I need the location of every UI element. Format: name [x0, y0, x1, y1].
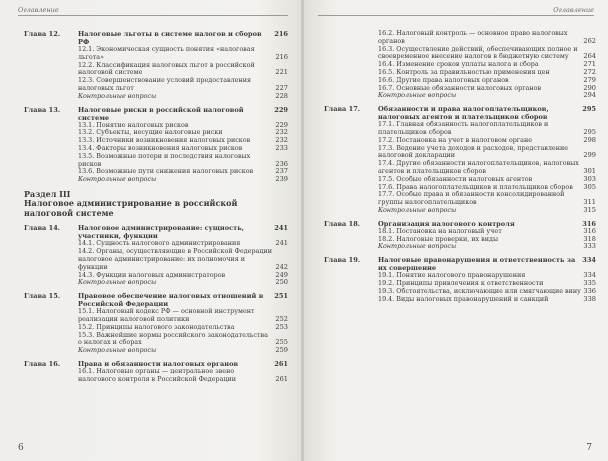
- toc-entry: [378, 30, 596, 46]
- chapter-group: [24, 224, 288, 383]
- page-ref: 232: [275, 136, 288, 145]
- entry-text: Контрольные вопросы: [378, 242, 457, 251]
- running-head: Оглавление: [18, 6, 59, 14]
- entry-text: 17.3. Ведение учета доходов и расходов, представление налоговой декларации: [378, 143, 569, 160]
- entry-text: 17.5. Особые обязанности налоговых агентов: [378, 174, 533, 183]
- entry-text: 16.4. Изменение сроков уплаты налога и сбора: [378, 60, 539, 69]
- entry-text: 13.1. Понятие налоговых рисков: [78, 120, 189, 129]
- chapter-heading: [324, 105, 596, 121]
- entry-text: 14.3. Функции налоговых администраторов: [78, 270, 226, 279]
- page-ref: 301: [583, 166, 596, 175]
- entry-text: 17.7. Особые права и обязанности консолидированной группы налогоплательщиков: [378, 190, 565, 207]
- section-heading: [24, 190, 288, 219]
- toc-entry: [78, 46, 288, 62]
- chapter-heading: [24, 106, 288, 122]
- toc-entry: [78, 368, 288, 384]
- chapter-number: Глава 18.: [324, 219, 361, 228]
- right-page: [304, 0, 608, 461]
- page-ref: 239: [275, 175, 288, 184]
- review-questions-entry: [78, 176, 288, 184]
- toc-chapter: [24, 106, 288, 184]
- chapter-title: Обязанности и права налогоплательщиков, налоговых агентов и плательщиков сборов: [378, 105, 549, 122]
- chapter-number: Глава 14.: [24, 224, 61, 233]
- page-ref: 311: [583, 198, 596, 207]
- page-ref: 229: [274, 105, 288, 114]
- page-ref: 294: [583, 91, 596, 100]
- page-number: 6: [18, 443, 24, 453]
- entry-text: 15.2. Принципы налогового законодательства: [78, 322, 235, 331]
- chapter-group: [24, 30, 288, 184]
- page-ref: 241: [274, 224, 288, 233]
- toc-entry: [78, 153, 288, 169]
- toc-entry: [78, 308, 288, 324]
- toc-chapter: [324, 256, 596, 303]
- toc-entry: [78, 332, 288, 348]
- entry-text: 16.3. Осуществление действий, обеспечивающих полное и своевременное внесение налогов в бюджетную систему: [378, 44, 578, 61]
- page-ref: 299: [583, 151, 596, 160]
- chapter-number: Глава 17.: [324, 105, 361, 114]
- entry-list: [78, 46, 288, 101]
- chapter-number: Глава 15.: [24, 292, 61, 301]
- entry-text: Контрольные вопросы: [378, 205, 457, 214]
- page-ref: 241: [275, 239, 288, 248]
- entry-text: 15.3. Важнейшие нормы российского законодательства о налогах и сборах: [78, 330, 268, 347]
- page-ref: 264: [583, 52, 596, 61]
- toc-chapter: [324, 105, 596, 215]
- entry-text: Контрольные вопросы: [78, 278, 157, 287]
- toc-chapter: [24, 30, 288, 101]
- entry-text: 13.4. Факторы возникновения налоговых рисков: [78, 143, 243, 152]
- entry-text: 12.3. Совершенствование условий предоставления налоговых льгот: [78, 76, 252, 92]
- entry-text: 14.1. Сущность налогового администрирования: [78, 239, 241, 248]
- page-ref: 216: [275, 52, 288, 61]
- toc-chapter: [324, 220, 596, 251]
- entry-list: [378, 30, 596, 100]
- page-ref: 295: [582, 105, 596, 114]
- entry-text: 14.2. Органы, осуществляющие в Российской Федерации налоговое администрирование: их полномочия и функции: [78, 247, 272, 271]
- chapter-number: Глава 12.: [24, 30, 61, 38]
- entry-list: [78, 122, 288, 184]
- page-ref: 232: [275, 128, 288, 137]
- toc-entry: [78, 248, 288, 271]
- entry-text: 15.1. Налоговый кодекс РФ — основной инструмент реализации налоговой политики: [78, 307, 255, 324]
- entry-list: [78, 368, 288, 384]
- page-ref: 255: [275, 338, 288, 347]
- page-ref: 279: [583, 75, 596, 84]
- page-ref: 262: [583, 36, 596, 45]
- entry-text: 16.6. Другие права налоговых органов: [378, 75, 509, 84]
- toc-entry: [78, 62, 288, 78]
- page-ref: 316: [582, 219, 596, 228]
- entry-text: 19.3. Обстоятельства, исключающие или смягчающие вину: [378, 286, 581, 295]
- page-ref: 249: [275, 270, 288, 279]
- page-ref: 305: [583, 182, 596, 191]
- chapter-number: Глава 19.: [324, 256, 361, 265]
- entry-text: 17.1. Главная обязанность налогоплательщиков и плательщиков сборов: [378, 120, 549, 136]
- page-ref: 253: [275, 322, 288, 331]
- chapter-group: [324, 30, 596, 303]
- toc-entry: [378, 46, 596, 62]
- entry-text: Контрольные вопросы: [378, 91, 457, 100]
- page-ref: 335: [583, 278, 596, 287]
- page-ref: 318: [583, 234, 596, 243]
- chapter-heading: [24, 30, 288, 46]
- page-ref: 261: [274, 360, 288, 369]
- chapter-title: Налоговые правонарушения и ответственность за их совершение: [378, 256, 576, 273]
- toc-chapter: [24, 292, 288, 355]
- chapter-heading: [324, 256, 596, 272]
- entry-text: 18.1. Постановка на налоговый учет: [378, 226, 502, 235]
- page-ref: 315: [583, 205, 596, 214]
- toc-entry: [378, 145, 596, 161]
- page-ref: 303: [583, 174, 596, 183]
- entry-text: 16.1. Налоговые органы — центральное звено налогового контроля в Российской Федерации: [78, 367, 237, 383]
- review-questions-entry: [78, 93, 288, 101]
- toc-entry: [378, 191, 596, 207]
- entry-text: 16.5. Контроль за правильностью применения цен: [378, 67, 550, 76]
- page-ref: 333: [583, 242, 596, 251]
- entry-text: 16.7. Основные обязанности налоговых органов: [378, 83, 542, 92]
- page-ref: 338: [583, 294, 596, 303]
- page-ref: 290: [583, 83, 596, 92]
- page-ref: 229: [275, 120, 288, 129]
- page-ref: 295: [583, 127, 596, 136]
- page-ref: 242: [275, 262, 288, 271]
- toc-entry: [378, 160, 596, 176]
- entry-text: 17.6. Права налогоплательщиков и плательщиков сборов: [378, 182, 573, 191]
- entry-text: Контрольные вопросы: [78, 346, 157, 355]
- page-ref: 298: [583, 135, 596, 144]
- entry-text: 19.2. Принципы привлечения к ответственности: [378, 278, 544, 287]
- page-ref: 334: [583, 271, 596, 280]
- entry-text: 13.2. Субъекты, несущие налоговые риски: [78, 128, 223, 137]
- toc-entry: [78, 77, 288, 93]
- entry-text: 17.2. Постановка на учет в налоговом органе: [378, 135, 532, 144]
- header-rule: [318, 15, 594, 16]
- entry-text: 13.3. Источники возникновения налоговых рисков: [78, 136, 251, 145]
- entry-text: 12.1. Экономическая сущность понятия «налоговая льгота»: [78, 45, 255, 61]
- toc-chapter: [24, 360, 288, 384]
- header-rule: [18, 15, 288, 16]
- section-title: Налоговое администрирование в российской налоговой системе: [24, 198, 238, 218]
- entry-text: 19.4. Виды налоговых правонарушений и санкций: [378, 294, 549, 303]
- chapter-number: Глава 16.: [24, 360, 61, 369]
- page-ref: 316: [583, 226, 596, 235]
- page-number: 7: [586, 443, 592, 453]
- page-ref: 259: [275, 346, 288, 355]
- entry-list: [378, 228, 596, 251]
- toc-left: [24, 30, 288, 389]
- entry-text: 12.2. Классификация налоговых льгот в российской налоговой системе: [78, 60, 255, 77]
- page-ref: 237: [275, 167, 288, 176]
- toc-chapter: [324, 30, 596, 100]
- page-ref: 261: [275, 374, 288, 383]
- page-ref: 236: [275, 159, 288, 168]
- chapter-heading: [24, 224, 288, 240]
- chapter-title: Права и обязанности налоговых органов: [78, 360, 239, 369]
- page-ref: 252: [275, 315, 288, 324]
- entry-list: [78, 308, 288, 355]
- entry-text: Контрольные вопросы: [78, 91, 157, 100]
- left-page: [0, 0, 302, 461]
- entry-list: [378, 272, 596, 303]
- toc-entry: [378, 296, 596, 304]
- entry-text: 18.2. Налоговые проверки, их виды: [378, 234, 499, 243]
- review-questions-entry: [78, 279, 288, 287]
- entry-text: 17.4. Другие обязанности налогоплательщиков, налоговых агентов и плательщиков сборов: [378, 159, 579, 175]
- page-ref: 233: [275, 143, 288, 152]
- running-head: Оглавление: [553, 6, 594, 14]
- page-ref: 227: [275, 83, 288, 92]
- toc-chapter: [24, 224, 288, 287]
- review-questions-entry: [378, 92, 596, 100]
- entry-list: [78, 240, 288, 287]
- page-ref: 221: [275, 68, 288, 77]
- entry-text: 13.5. Возможные потери и последствия налоговых рисков: [78, 151, 251, 168]
- review-questions-entry: [378, 243, 596, 251]
- review-questions-entry: [78, 347, 288, 355]
- page-ref: 228: [275, 91, 288, 100]
- toc-entry: [378, 121, 596, 137]
- page-ref: 334: [582, 256, 596, 265]
- page-ref: 336: [583, 286, 596, 295]
- page-ref: 216: [274, 30, 288, 38]
- page-ref: 271: [583, 60, 596, 69]
- chapter-title: Налоговые льготы в системе налогов и сборов РФ: [78, 30, 262, 46]
- chapter-number: Глава 13.: [24, 105, 61, 114]
- chapter-title: Налоговые риски в российской налоговой системе: [78, 105, 244, 122]
- entry-text: 19.1. Понятие налогового правонарушения: [378, 271, 526, 280]
- page-ref: 272: [583, 67, 596, 76]
- chapter-title: Налоговое администрирование: сущность, участники, функции: [78, 224, 245, 241]
- section-label: Раздел III: [24, 188, 71, 199]
- entry-list: [378, 121, 596, 215]
- page-ref: 250: [275, 278, 288, 287]
- toc-right: [324, 30, 596, 308]
- entry-text: 13.6. Возможные пути снижения налоговых рисков: [78, 167, 254, 176]
- page-ref: 251: [274, 292, 288, 301]
- chapter-title: Правовое обеспечение налоговых отношений в Российской Федерации: [78, 292, 264, 309]
- entry-text: 16.2. Налоговый контроль — основное право налоговых органов: [378, 29, 568, 45]
- chapter-title: Организация налогового контроля: [378, 219, 515, 228]
- entry-text: Контрольные вопросы: [78, 175, 157, 184]
- chapter-heading: [24, 292, 288, 308]
- review-questions-entry: [378, 207, 596, 215]
